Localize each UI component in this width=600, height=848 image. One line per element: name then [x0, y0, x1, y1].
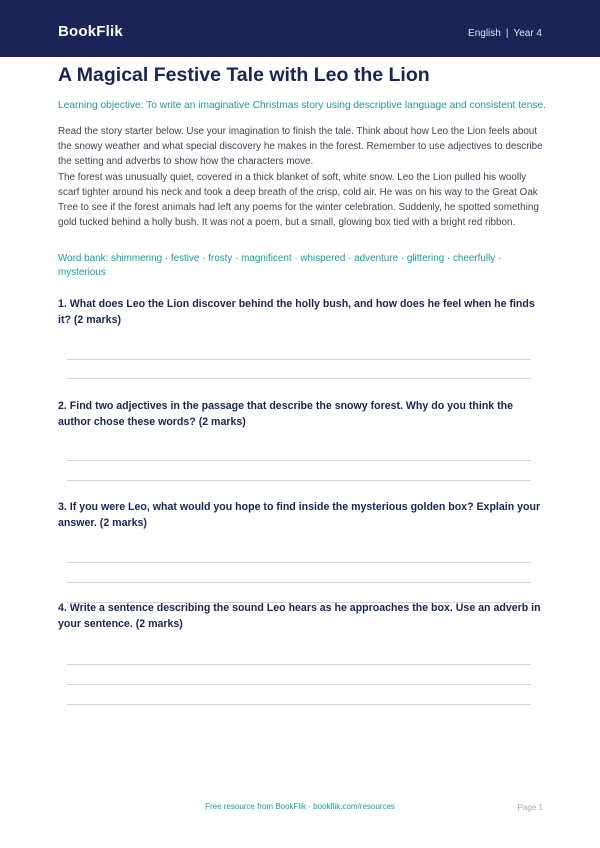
question-2: 2. Find two adjectives in the passage that describe the snowy forest. Why do you think the author chose these words? (2 marks)	[58, 400, 514, 428]
answer-line[interactable]	[67, 562, 531, 563]
answer-line[interactable]	[67, 378, 531, 379]
question-3: 3. If you were Leo, what would you hope to find inside the mysterious golden box? Explain your answer. (2 marks)	[58, 501, 541, 529]
page-number: Page 1	[517, 803, 543, 812]
answer-line[interactable]	[67, 684, 531, 685]
answer-line[interactable]	[67, 582, 531, 583]
learning-objective: Learning objective: To write an imaginative Christmas story using descriptive language and consistent tense.	[58, 100, 546, 111]
answer-line[interactable]	[67, 664, 531, 665]
answer-line[interactable]	[67, 460, 531, 461]
brand-logo: BookFlik	[58, 23, 123, 40]
answer-line[interactable]	[67, 359, 531, 360]
year-label: Year 4	[513, 28, 542, 39]
answer-line[interactable]	[67, 704, 531, 705]
subject-label: English	[468, 28, 501, 39]
instructions-paragraph: Read the story starter below. Use your imagination to finish the tale. Think about how Leo the Lion feels about the snowy weather and what special discovery he makes in the forest. Remember to use adjectives to describe the setting and adverbs to show how the characters move.	[58, 126, 543, 167]
worksheet-title: A Magical Festive Tale with Leo the Lion	[58, 64, 430, 86]
footer-resource-link[interactable]: Free resource from BookFlik · bookflik.com/resources	[205, 802, 395, 811]
question-4: 4. Write a sentence describing the sound Leo hears as he approaches the box. Use an adverb in your sentence. (2 marks)	[58, 602, 541, 630]
word-bank: Word bank: shimmering · festive · frosty · magnificent · whispered · adventure · glittering · cheerfully · mysterious	[58, 253, 502, 278]
story-paragraph: The forest was unusually quiet, covered in a thick blanket of soft, white snow. Leo the Lion pulled his woolly scarf tighter around his neck and took a deep breath of the crisp, cold air. He was on his way to the Great Oak Tree to see if the forest animals had left any poems for the winter celebration. Suddenly, he spotted something gold tucked behind a holly bush. It was not a poem, but a small, glowing box tied with a bright red ribbon.	[58, 172, 539, 228]
meta-separator: |	[505, 28, 509, 39]
answer-line[interactable]	[67, 480, 531, 481]
question-1: 1. What does Leo the Lion discover behind the holly bush, and how does he feel when he finds it? (2 marks)	[58, 298, 535, 326]
subject-year	[468, 28, 542, 39]
page-header	[0, 0, 600, 57]
